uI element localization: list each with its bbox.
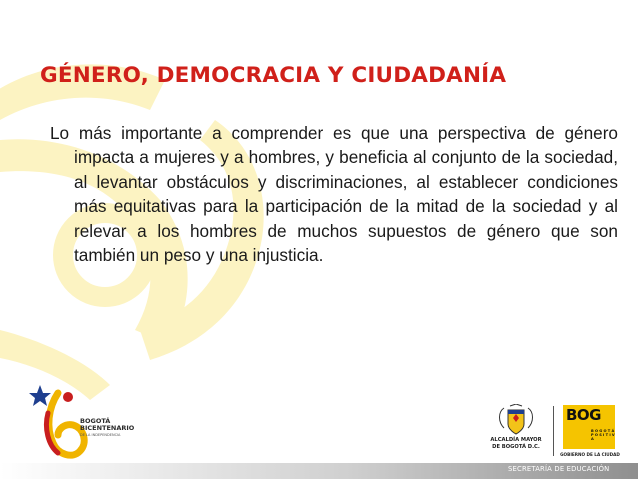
alcaldia-label [478, 437, 554, 450]
bog-caption: GOBIERNO DE LA CIUDAD [560, 452, 620, 457]
alcaldia-line1: ALCALDÍA MAYOR [490, 437, 542, 443]
bog-logo-sub: B O G O T Á P O S I T I V A [591, 429, 615, 441]
body-paragraph: Lo más importante a comprender es que una perspectiva de género impacta a mujeres y a hombres, y beneficia al conjunto de la sociedad, al levantar obstáculos y discriminaciones, al establecer condiciones más equitativas para la participación de la mitad de la sociedad y al relevar a los hombres de muchos supuestos de género que son también un peso y una injusticia. [50, 123, 618, 266]
slide-title: GÉNERO, DEMOCRACIA Y CIUDADANÍA [40, 63, 507, 88]
bicentenario-title [80, 418, 134, 432]
bog-logo-text: BOG [566, 406, 601, 424]
bicentenario-line1: BOGOTÁ [80, 417, 111, 425]
bicentenario-subtitle: DE LA INDEPENDENCIA [80, 433, 121, 437]
coat-of-arms-icon [486, 404, 546, 436]
footer-label: SECRETARÍA DE EDUCACIÓN [508, 465, 610, 473]
logo-divider [553, 406, 554, 456]
bicentenario-line2: BICENTENARIO [80, 424, 135, 432]
alcaldia-line2: DE BOGOTÁ D.C. [492, 443, 540, 450]
